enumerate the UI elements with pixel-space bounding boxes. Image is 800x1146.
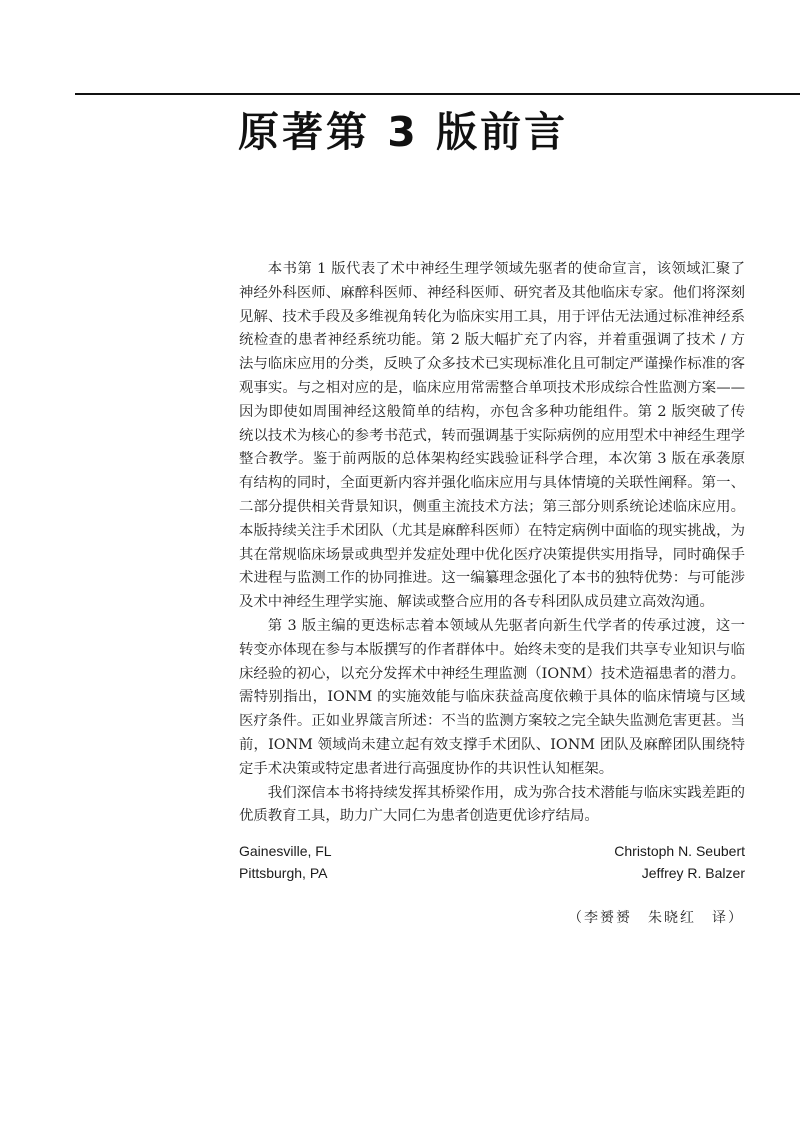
signature-block xyxy=(239,840,745,884)
translator-credit: （李赟赟 朱晓红 译） xyxy=(568,910,744,926)
signature-row xyxy=(239,862,745,884)
paragraph-1: 本书第 1 版代表了术中神经生理学领域先驱者的使命宣言，该领域汇聚了神经外科医师、麻醉科医师、神经科医师、研究者及其他临床专家。他们将深刻见解、技术手段及多维视角转化为临床实用工具，用于评估无法通过标准神经系统检查的患者神经系统功能。第 2 版大幅扩充了内容，并着重强调了技术 / 方法与临床应用的分类，反映了众多技术已实现标准化且可制定严谨操作标准的客观事实。与之相对应的是，临床应用常需整合单项技术形成综合性监测方案——因为即使如周围神经这般简单的结构，亦包含多种功能组件。第 2 版突破了传统以技术为核心的参考书范式，转而强调基于实际病例的应用型术中神经生理学整合教学。鉴于前两版的总体架构经实践验证科学合理，本次第 3 版在承袭原有结构的同时，全面更新内容并强化临床应用与具体情境的关联性阐释。第一、二部分提供相关背景知识，侧重主流技术方法；第三部分则系统论述临床应用。本版持续关注手术团队（尤其是麻醉科医师）在特定病例中面临的现实挑战，为其在常规临床场景或典型并发症处理中优化医疗决策提供实用指导，同时确保手术进程与监测工作的协同推进。这一编纂理念强化了本书的独特优势：与可能涉及术中神经生理学实施、解读或整合应用的各专科团队成员建立高效沟通。 xyxy=(239,261,745,611)
signature-author: Jeffrey R. Balzer xyxy=(641,865,745,881)
paragraph-2: 第 3 版主编的更迭标志着本领域从先驱者向新生代学者的传承过渡，这一转变亦体现在参与本版撰写的作者群体中。始终未变的是我们共享专业知识与临床经验的初心，以充分发挥术中神经生理监测（IONM）技术造福患者的潜力。需特别指出，IONM 的实施效能与临床获益高度依赖于具体的临床情境与区域医疗条件。正如业界箴言所述：不当的监测方案较之完全缺失监测危害更甚。当前，IONM 领域尚未建立起有效支撑手术团队、IONM 团队及麻醉团队围绕特定手术决策或特定患者进行高强度协作的共识性认知框架。 xyxy=(239,617,745,777)
header-rule xyxy=(75,93,800,95)
signature-place: Pittsburgh, PA xyxy=(239,865,328,881)
preface-body xyxy=(239,258,745,829)
signature-place: Gainesville, FL xyxy=(239,843,332,859)
page-title: 原著第 3 版前言 xyxy=(238,108,569,156)
paragraph-3: 我们深信本书将持续发挥其桥梁作用，成为弥合技术潜能与临床实践差距的优质教育工具，助力广大同仁为患者创造更优诊疗结局。 xyxy=(239,784,745,825)
signature-author: Christoph N. Seubert xyxy=(614,843,745,859)
signature-row xyxy=(239,840,745,862)
